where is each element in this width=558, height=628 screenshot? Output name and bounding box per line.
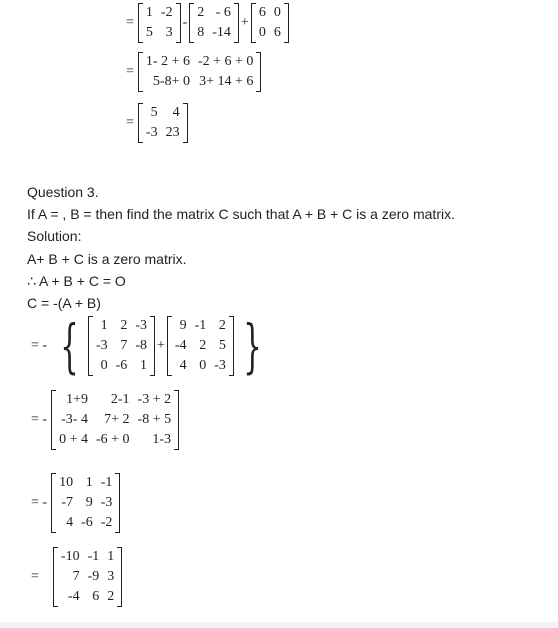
matrix-cell: -3: [100, 495, 113, 510]
right-brace: }: [243, 312, 262, 380]
matrix-right-bracket: [183, 103, 188, 143]
matrix-cell: 3: [165, 25, 173, 40]
matrix-cell: -3: [135, 318, 147, 333]
equals-minus-sign: = -: [31, 495, 48, 510]
matrix-cell: -2: [160, 5, 173, 20]
matrix-cell: 5: [218, 338, 226, 353]
matrix-cell: 1-3: [152, 432, 172, 447]
matrix-cells: [172, 316, 229, 376]
matrix-cell: 10: [59, 475, 74, 490]
matrix-cells: [143, 3, 176, 43]
equation-row-1: [122, 3, 289, 43]
page-bottom-border: [0, 622, 558, 628]
matrix-cell: -6 + 0: [95, 432, 130, 447]
matrix-cell: -9: [87, 569, 100, 584]
matrix-cell: 1: [145, 5, 153, 20]
matrix-cell: 9: [179, 318, 187, 333]
matrix-cell: 2: [197, 5, 205, 20]
equation-row-b4: [27, 547, 122, 607]
matrix-right-bracket: [115, 473, 120, 533]
plus-operator: +: [156, 338, 165, 353]
matrix-cell: 1: [139, 358, 147, 373]
matrix-cell: 0 + 4: [59, 432, 88, 447]
equals-sign: =: [126, 64, 134, 79]
matrix-cell: 1: [85, 475, 93, 490]
matrix-cell: -1: [100, 475, 113, 490]
matrix-cell: 5: [150, 105, 158, 120]
matrix-cell: 23: [165, 125, 180, 140]
solution-heading: Solution:: [27, 228, 82, 244]
matrix-cell: 0: [199, 358, 207, 373]
equals-sign: =: [126, 15, 134, 30]
matrix-right-bracket: [284, 3, 289, 43]
matrix-cells: [143, 103, 183, 143]
matrix-sum: [51, 473, 120, 533]
equation-row-b2: [27, 390, 179, 450]
matrix-cell: -10: [60, 549, 80, 564]
matrix-t1c: [251, 3, 289, 43]
matrix-sum-expanded: [51, 390, 179, 450]
matrix-cell: -6: [81, 515, 93, 530]
matrix-right-bracket: [174, 390, 179, 450]
matrix-t1a: [138, 3, 181, 43]
matrix-cell: 2: [199, 338, 207, 353]
matrix-b: [167, 316, 234, 376]
question-heading: Question 3.: [27, 184, 99, 200]
matrix-cell: 2: [218, 318, 226, 333]
matrix-right-bracket: [117, 547, 122, 607]
matrix-cell: 9: [85, 495, 93, 510]
matrix-cell: 4: [66, 515, 74, 530]
matrix-cell: -4: [174, 338, 187, 353]
matrix-cell: -2: [100, 515, 113, 530]
matrix-cell: 0: [100, 358, 108, 373]
matrix-cells: [194, 3, 234, 43]
plus-operator: +: [240, 15, 249, 30]
matrix-cell: -1: [194, 318, 207, 333]
matrix-cell: 7: [72, 569, 80, 584]
matrix-cell: 2-1: [110, 392, 130, 407]
matrix-cell: -3: [214, 358, 226, 373]
matrix-right-bracket: [256, 52, 261, 92]
equals-minus-sign: = -: [31, 412, 48, 427]
matrix-cells: [256, 3, 284, 43]
matrix-cell: 3+ 14 + 6: [199, 74, 254, 89]
matrix-cell: -3- 4: [61, 412, 88, 427]
matrix-cell: 1- 2 + 6: [145, 54, 190, 69]
matrix-cell: 0: [258, 25, 266, 40]
question-prompt: If A = , B = then find the matrix C such that A + B + C is a zero matrix.: [27, 206, 455, 222]
matrix-cell: -3 + 2: [137, 392, 172, 407]
left-brace: {: [60, 312, 79, 380]
matrix-t3: [138, 103, 188, 143]
matrix-cells: [56, 390, 174, 450]
matrix-cell: -1: [87, 549, 100, 564]
matrix-cell: 1: [100, 318, 108, 333]
matrix-cell: 2: [120, 318, 128, 333]
matrix-cell: -8: [135, 338, 147, 353]
matrix-cell: -8 + 5: [137, 412, 172, 427]
solution-line-2: ∴ A + B + C = O: [27, 273, 126, 289]
equation-row-b1: [27, 312, 271, 380]
matrix-cell: -4: [67, 589, 80, 604]
matrix-cell: -6: [115, 358, 128, 373]
matrix-cell: 1: [107, 549, 115, 564]
matrix-cell: 2: [107, 589, 115, 604]
matrix-cell: 1+9: [66, 392, 88, 407]
matrix-a: [88, 316, 155, 376]
matrix-cell: 3: [107, 569, 115, 584]
matrix-cell: -3: [95, 338, 108, 353]
equation-row-2: [122, 52, 261, 92]
matrix-cell: -3: [145, 125, 158, 140]
matrix-cell: 5: [145, 25, 153, 40]
matrix-cell: 6: [258, 5, 266, 20]
equals-sign: =: [31, 569, 39, 584]
matrix-cell: -7: [61, 495, 74, 510]
equation-row-3: [122, 103, 188, 143]
matrix-cell: -14: [212, 25, 231, 40]
matrix-cell: 6: [273, 25, 281, 40]
equals-sign: =: [126, 115, 134, 130]
matrix-cell: 0: [273, 5, 281, 20]
solution-line-3: C = -(A + B): [27, 295, 101, 311]
matrix-right-bracket: [229, 316, 234, 376]
matrix-cell: 4: [172, 105, 180, 120]
matrix-c-result: [53, 547, 122, 607]
matrix-cell: 5-8+ 0: [152, 74, 190, 89]
matrix-t2: [138, 52, 262, 92]
equation-row-b3: [27, 473, 120, 533]
matrix-cell: 8: [197, 25, 205, 40]
matrix-cells: [58, 547, 117, 607]
equals-minus-sign: = -: [31, 338, 48, 353]
matrix-cell: 4: [179, 358, 187, 373]
matrix-cell: 6: [92, 589, 100, 604]
matrix-cell: 7: [120, 338, 128, 353]
matrix-cell: -2 + 6 + 0: [197, 54, 254, 69]
solution-line-1: A+ B + C is a zero matrix.: [27, 251, 187, 267]
matrix-cell: 7+ 2: [104, 412, 130, 427]
matrix-t1b: [189, 3, 239, 43]
matrix-cells: [93, 316, 150, 376]
matrix-cell: - 6: [215, 5, 231, 20]
matrix-cells: [56, 473, 115, 533]
matrix-cells: [143, 52, 257, 92]
minus-operator: -: [182, 15, 188, 30]
